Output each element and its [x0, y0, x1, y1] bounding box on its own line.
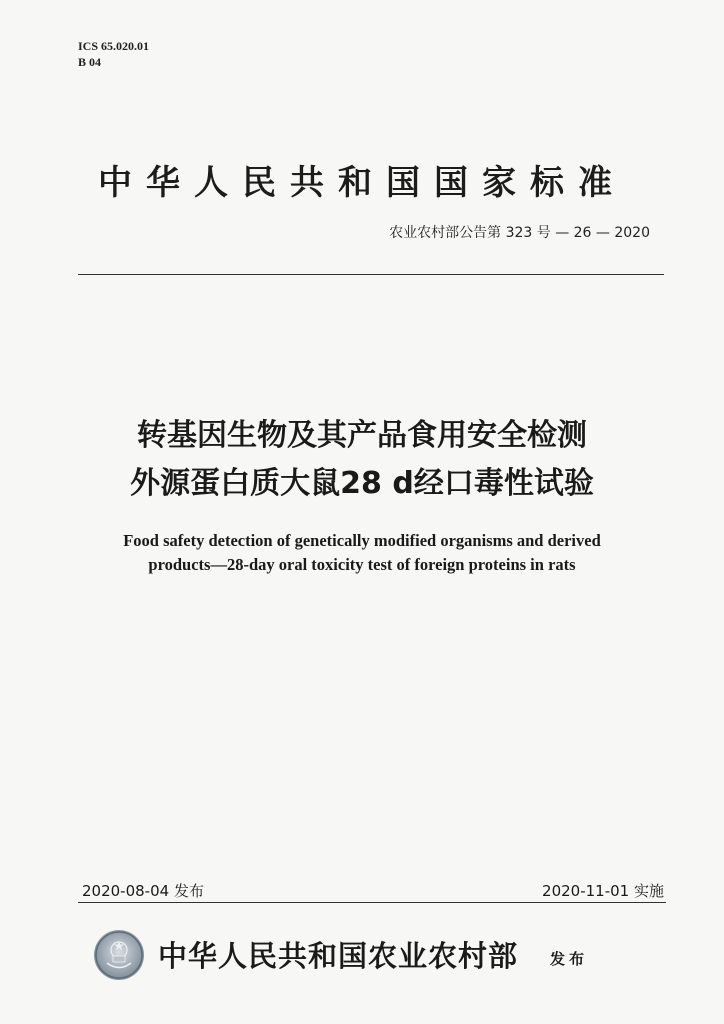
- english-title: [0, 529, 724, 577]
- chinese-title: [0, 412, 724, 508]
- top-divider: [78, 274, 664, 275]
- bottom-divider: [78, 902, 666, 903]
- chinese-title-line-1: 转基因生物及其产品食用安全检测: [137, 418, 587, 453]
- english-title-line-1: Food safety detection of genetically modified organisms and derived: [123, 531, 601, 550]
- publisher-name: 中华人民共和国农业农村部: [158, 939, 519, 973]
- publish-label: 发布: [550, 950, 589, 968]
- standard-number: 农业农村部公告第 323 号 — 26 — 2020: [389, 225, 650, 241]
- implementation-date: 2020-11-01 实施: [542, 882, 664, 900]
- standard-type-title: 中华人民共和国国家标准: [98, 163, 626, 203]
- classification-codes: [78, 38, 149, 70]
- issue-date: 2020-08-04 发布: [82, 882, 204, 900]
- chinese-title-line-2: 外源蛋白质大鼠28 d经口毒性试验: [130, 466, 594, 501]
- national-emblem-icon: [94, 930, 144, 980]
- ccs-code: B 04: [78, 55, 102, 69]
- english-title-line-2: products—28-day oral toxicity test of foreign proteins in rats: [148, 555, 576, 574]
- emblem-graphic: [94, 930, 144, 980]
- ics-code: ICS 65.020.01: [78, 39, 150, 53]
